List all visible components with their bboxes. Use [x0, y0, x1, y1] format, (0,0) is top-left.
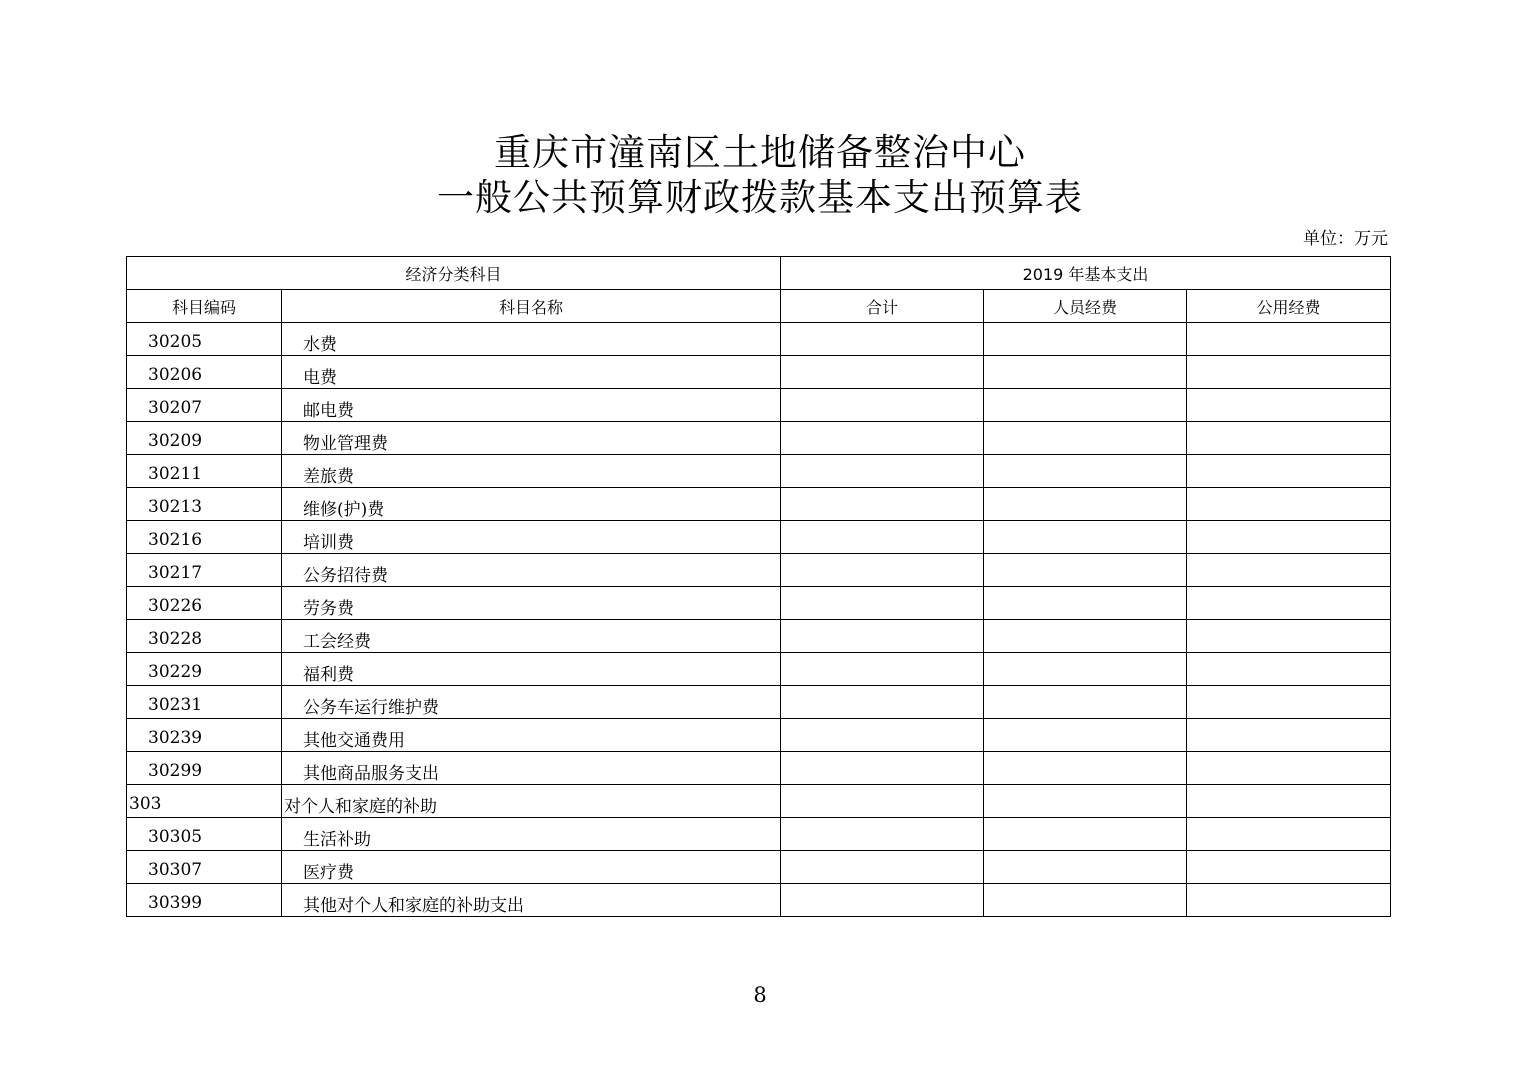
- cell-public: [1187, 818, 1391, 851]
- cell-code: 30213: [127, 488, 282, 521]
- cell-personnel: [984, 455, 1187, 488]
- economic-category-header: 经济分类科目: [127, 257, 781, 290]
- cell-code: 30209: [127, 422, 282, 455]
- column-header-name: 科目名称: [282, 290, 781, 323]
- cell-code: 30216: [127, 521, 282, 554]
- cell-code: 30206: [127, 356, 282, 389]
- year-expenditure-header: 2019 年基本支出: [781, 257, 1391, 290]
- cell-personnel: [984, 521, 1187, 554]
- table-row: [127, 587, 1391, 620]
- cell-total: [781, 719, 984, 752]
- cell-name: 生活补助: [282, 818, 781, 851]
- cell-public: [1187, 455, 1391, 488]
- cell-code: 30299: [127, 752, 282, 785]
- cell-total: [781, 356, 984, 389]
- cell-code: 30399: [127, 884, 282, 917]
- cell-total: [781, 488, 984, 521]
- cell-personnel: [984, 785, 1187, 818]
- cell-public: [1187, 554, 1391, 587]
- cell-personnel: [984, 587, 1187, 620]
- cell-name: 其他商品服务支出: [282, 752, 781, 785]
- cell-total: [781, 587, 984, 620]
- table-row: [127, 785, 1391, 818]
- cell-public: [1187, 686, 1391, 719]
- document-title-line2: 一般公共预算财政拨款基本支出预算表: [437, 176, 1083, 219]
- table-row: [127, 554, 1391, 587]
- cell-personnel: [984, 620, 1187, 653]
- document-title-line1: 重庆市潼南区土地储备整治中心: [494, 131, 1026, 174]
- table-row: [127, 752, 1391, 785]
- cell-name: 公务招待费: [282, 554, 781, 587]
- cell-name: 医疗费: [282, 851, 781, 884]
- cell-public: [1187, 422, 1391, 455]
- cell-personnel: [984, 686, 1187, 719]
- table-row: [127, 356, 1391, 389]
- cell-code: 30226: [127, 587, 282, 620]
- cell-code: 30229: [127, 653, 282, 686]
- cell-name: 电费: [282, 356, 781, 389]
- cell-personnel: [984, 719, 1187, 752]
- cell-public: [1187, 323, 1391, 356]
- cell-personnel: [984, 884, 1187, 917]
- cell-name: 公务车运行维护费: [282, 686, 781, 719]
- table-row: [127, 422, 1391, 455]
- cell-name: 工会经费: [282, 620, 781, 653]
- cell-total: [781, 389, 984, 422]
- cell-name: 对个人和家庭的补助: [282, 785, 781, 818]
- cell-code: 30231: [127, 686, 282, 719]
- cell-name: 差旅费: [282, 455, 781, 488]
- table-row: [127, 323, 1391, 356]
- cell-total: [781, 521, 984, 554]
- cell-personnel: [984, 422, 1187, 455]
- cell-total: [781, 884, 984, 917]
- cell-personnel: [984, 752, 1187, 785]
- column-header-personnel: 人员经费: [984, 290, 1187, 323]
- cell-name: 培训费: [282, 521, 781, 554]
- cell-public: [1187, 785, 1391, 818]
- cell-total: [781, 851, 984, 884]
- cell-public: [1187, 356, 1391, 389]
- table-body: [127, 323, 1391, 917]
- cell-public: [1187, 521, 1391, 554]
- table-row: [127, 884, 1391, 917]
- cell-name: 维修(护)费: [282, 488, 781, 521]
- table-row: [127, 851, 1391, 884]
- table-row: [127, 686, 1391, 719]
- cell-code: 30228: [127, 620, 282, 653]
- group-header-row: [127, 257, 1391, 290]
- cell-total: [781, 554, 984, 587]
- cell-code: 30239: [127, 719, 282, 752]
- table-row: [127, 620, 1391, 653]
- cell-public: [1187, 719, 1391, 752]
- cell-code: 30211: [127, 455, 282, 488]
- cell-code: 30207: [127, 389, 282, 422]
- unit-label: 单位：万元: [1303, 229, 1388, 249]
- cell-total: [781, 653, 984, 686]
- cell-public: [1187, 851, 1391, 884]
- cell-total: [781, 785, 984, 818]
- cell-total: [781, 323, 984, 356]
- cell-personnel: [984, 488, 1187, 521]
- cell-name: 邮电费: [282, 389, 781, 422]
- column-header-code: 科目编码: [127, 290, 282, 323]
- cell-total: [781, 752, 984, 785]
- cell-name: 劳务费: [282, 587, 781, 620]
- cell-public: [1187, 752, 1391, 785]
- cell-public: [1187, 620, 1391, 653]
- cell-personnel: [984, 818, 1187, 851]
- cell-total: [781, 818, 984, 851]
- table-row: [127, 653, 1391, 686]
- cell-personnel: [984, 653, 1187, 686]
- column-header-total: 合计: [781, 290, 984, 323]
- cell-name: 其他交通费用: [282, 719, 781, 752]
- budget-table: [126, 256, 1391, 917]
- column-header-row: [127, 290, 1391, 323]
- cell-code: 30205: [127, 323, 282, 356]
- table-row: [127, 521, 1391, 554]
- cell-public: [1187, 653, 1391, 686]
- cell-total: [781, 686, 984, 719]
- cell-personnel: [984, 851, 1187, 884]
- cell-public: [1187, 488, 1391, 521]
- table-row: [127, 455, 1391, 488]
- column-header-public: 公用经费: [1187, 290, 1391, 323]
- table-row: [127, 488, 1391, 521]
- cell-name: 物业管理费: [282, 422, 781, 455]
- cell-personnel: [984, 356, 1187, 389]
- cell-code: 30307: [127, 851, 282, 884]
- cell-public: [1187, 389, 1391, 422]
- page-number: 8: [753, 983, 767, 1007]
- cell-personnel: [984, 389, 1187, 422]
- cell-total: [781, 455, 984, 488]
- cell-name: 其他对个人和家庭的补助支出: [282, 884, 781, 917]
- table-row: [127, 818, 1391, 851]
- cell-public: [1187, 884, 1391, 917]
- cell-personnel: [984, 323, 1187, 356]
- cell-personnel: [984, 554, 1187, 587]
- cell-name: 水费: [282, 323, 781, 356]
- cell-name: 福利费: [282, 653, 781, 686]
- table-row: [127, 389, 1391, 422]
- cell-code: 30305: [127, 818, 282, 851]
- cell-code: 303: [127, 785, 282, 818]
- cell-total: [781, 620, 984, 653]
- table-row: [127, 719, 1391, 752]
- cell-code: 30217: [127, 554, 282, 587]
- cell-total: [781, 422, 984, 455]
- cell-public: [1187, 587, 1391, 620]
